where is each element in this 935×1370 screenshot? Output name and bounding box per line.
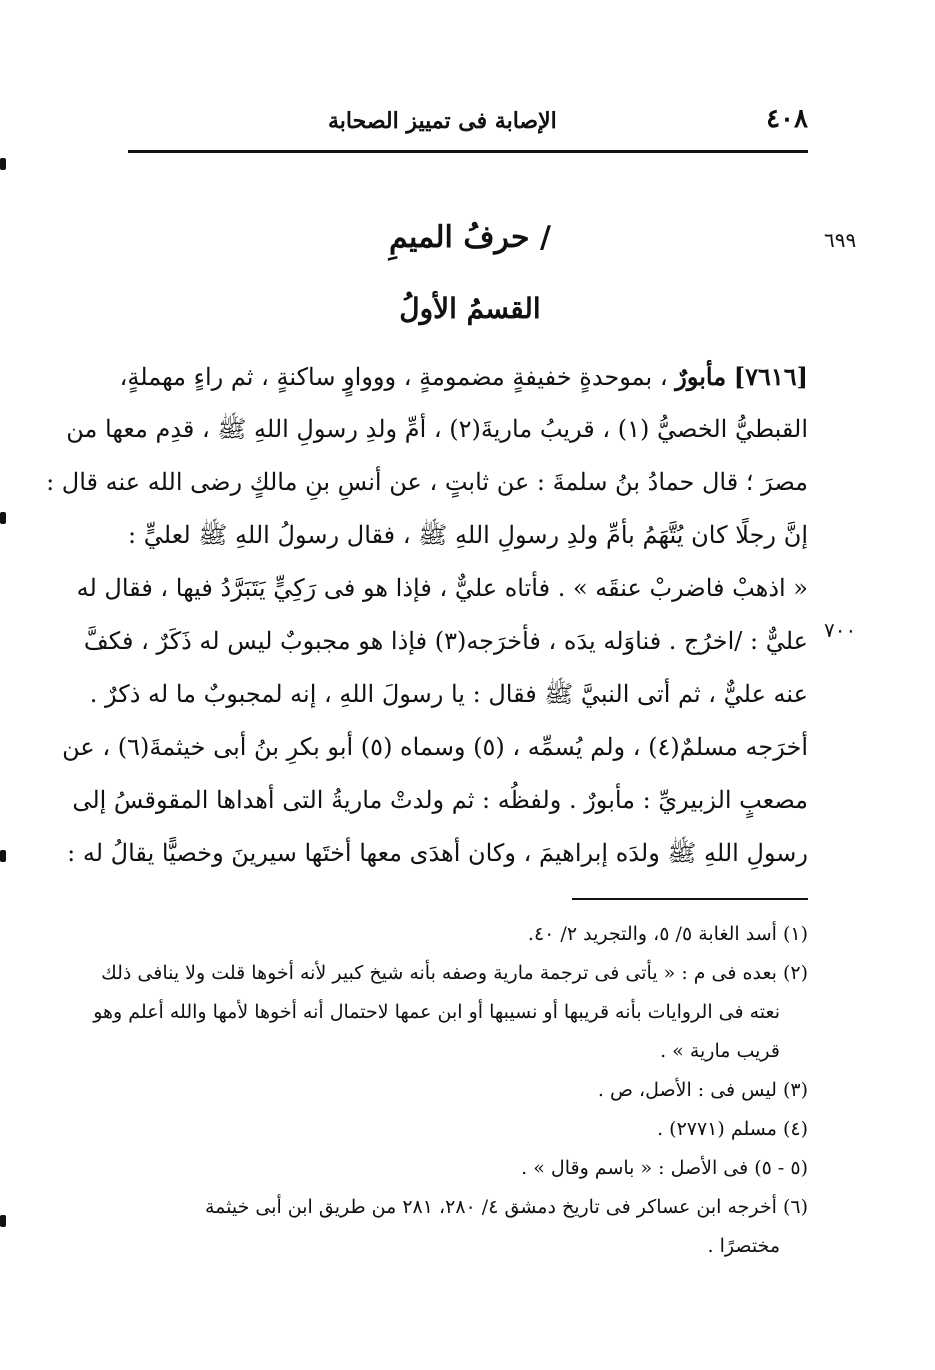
footnote: (٣) ليس فى : الأصل، ص . [597,1079,808,1101]
footnote: (١) أسد الغابة ٥/ ٥، والتجريد ٢/ ٤٠. [527,923,808,945]
footnote: (٢) بعده فى م : « يأتى فى ترجمة مارية وصفه بأنه شيخ كبير لأنه أخوها قلت ولا ينافى ذلك [101,962,808,984]
footnote-continuation: مختصرًا . [707,1235,780,1257]
text-line: القبطيُّ الخصيُّ (١) ، قريبُ ماريةَ(٢) ، أمِّ ولدِ رسولِ اللهِ ﷺ ، قدِم معها من [66,415,808,443]
footnote-continuation: قريب مارية » . [660,1040,780,1062]
text-line: أخرَجه مسلمٌ(٤) ، ولم يُسمِّه ، (٥) وسماه (٥) أبو بكرِ بنُ أبى خيثمةَ(٦) ، عن [62,733,808,761]
page-header [128,100,808,140]
text-line: رسولِ اللهِ ﷺ ولدَه إبراهيمَ ، وكان أهدَى معها أختَها سيرينَ وخصيًّا يقالُ له : [67,839,808,867]
chapter-title: / حرفُ الميمِ [389,220,551,255]
section-title: القسمُ الأولُ [399,292,541,325]
footnote: (٥ - ٥) فى الأصل : « باسم وقال » . [521,1157,808,1179]
margin-page-number: ٧٠٠ [824,618,857,642]
text-line: إنَّ رجلًا كان يُتَّهَمُ بأمِّ ولدِ رسولِ اللهِ ﷺ ، فقال رسولُ اللهِ ﷺ لعليٍّ : [128,521,808,549]
footnote: (٤) مسلم (٢٧٧١) . [657,1118,808,1140]
footnotes [93,915,808,1266]
margin-page-number: ٦٩٩ [824,228,857,252]
running-title: الإصابة فى تمييز الصحابة [328,108,557,134]
page-number: ٤٠٨ [766,104,808,134]
scan-edge-mark [0,512,6,524]
text-line: مصعبٍ الزبيريِّ : مأبورٌ . ولفظُه : ثم ولدتْ ماريةُ التى أهداها المقوقسُ إلى [72,786,808,814]
line-text: ، بموحدةٍ خفيفةٍ مضمومةٍ ، ووواوٍ ساكنةٍ ، ثم راءٍ مهملةٍ، [119,363,668,391]
text-line [119,350,808,403]
text-line: عنه عليٌّ ، ثم أتى النبيَّ ﷺ فقال : يا رسولَ اللهِ ، إنه لمجبوبٌ ما له ذكرٌ . [89,680,808,708]
header-rule [128,150,808,153]
entry-name: مأبورٌ [675,362,727,391]
entry-number: [٧٦١٦] [733,362,808,391]
footnote-separator [572,898,808,900]
footnote: (٦) أخرجه ابن عساكر فى تاريخ دمشق ٤/ ٢٨٠، ٢٨١ من طريق ابن أبى خيثمة [204,1196,808,1218]
footnote-continuation: نعته فى الروايات بأنه قريبها أو نسيبها أو ابن عمها لاحتمال أنه أخوها لأمها والله أعلم وهو [93,1001,780,1023]
scan-edge-mark [0,1215,6,1227]
scan-edge-mark [0,158,6,170]
scan-edge-mark [0,850,6,862]
text-line: مصرَ ؛ قال حمادُ بنُ سلمةَ : عن ثابتٍ ، عن أنسِ بنِ مالكٍ رضى الله عنه قال : [46,468,808,496]
text-line: عليٌّ : /اخرُج . فناوَله يدَه ، فأخرَجه(٣) فإذا هو مجبوبٌ ليس له ذَكَرٌ ، فكفَّ [83,627,808,655]
text-line: « اذهبْ فاضربْ عنقَه » . فأتاه عليٌّ ، فإذا هو فى رَكِيٍّ يَتَبَرَّدُ فيها ، فقال له [76,574,808,602]
entry-text [46,350,808,880]
